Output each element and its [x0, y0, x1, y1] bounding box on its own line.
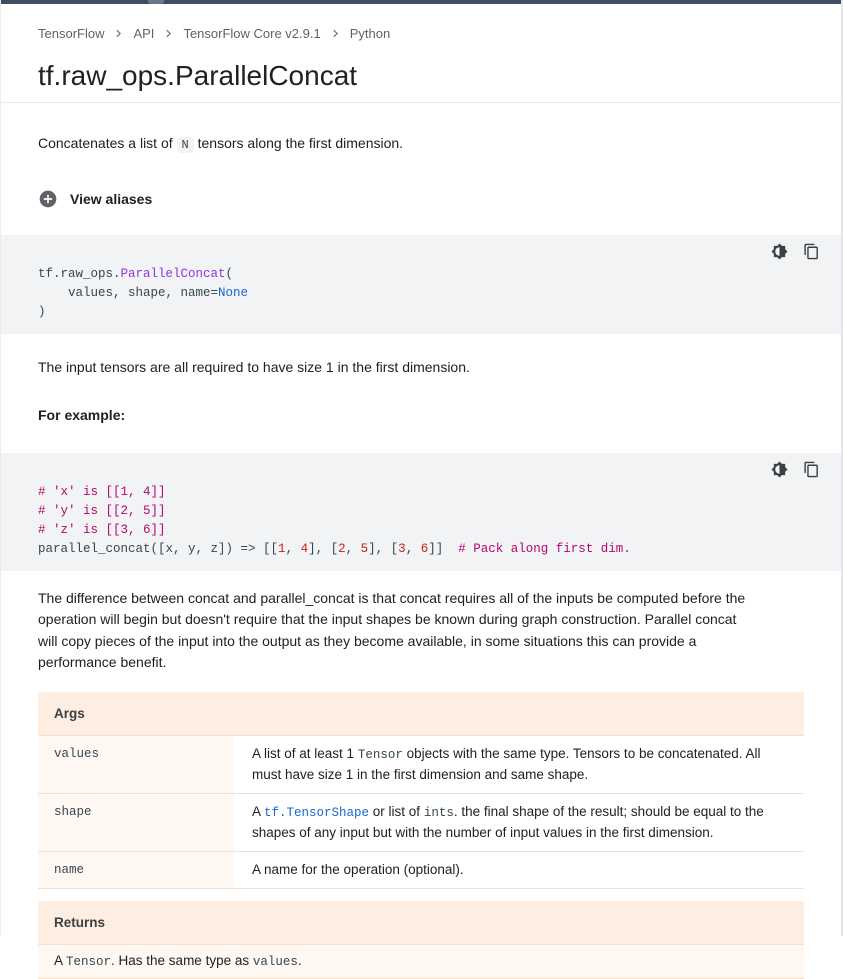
theme-toggle-button[interactable]	[771, 243, 788, 260]
table-row-name	[38, 852, 804, 889]
difference-text: The difference between concat and parallel_concat is that concat requires all of the inputs be computed before the operation will begin but doesn't require that the input shapes be known during graph construction. Parallel concat will copy pieces of the input into the output as they become available, in some situations this can provide a performance benefit.	[38, 589, 746, 670]
returns-table	[38, 901, 804, 979]
table-row-returns	[38, 945, 804, 979]
copy-button[interactable]	[803, 461, 820, 478]
copy-button[interactable]	[803, 243, 820, 260]
tf-tensorshape-link[interactable]: tf.TensorShape	[264, 805, 370, 820]
brightness-toggle-icon	[771, 243, 788, 260]
chevron-right-icon	[328, 26, 343, 41]
brightness-toggle-icon	[771, 461, 788, 478]
view-aliases-label: View aliases	[70, 190, 153, 207]
copy-icon	[803, 243, 820, 260]
breadcrumb	[1, 26, 841, 41]
breadcrumb-link-core-version[interactable]: TensorFlow Core v2.9.1	[183, 26, 321, 41]
top-bar-notch	[148, 0, 164, 4]
code-line: )	[38, 304, 46, 319]
code-line: # 'z' is [[3, 6]]	[38, 522, 166, 537]
arg-name: shape	[38, 794, 234, 851]
input-tensors-text: The input tensors are all required to have size 1 in the first dimension.	[38, 358, 470, 375]
title-divider	[1, 102, 841, 103]
code-line: # 'x' is [[1, 4]]	[38, 484, 166, 499]
example-code	[38, 483, 820, 559]
signature-code	[38, 265, 820, 322]
arg-name: name	[38, 852, 234, 888]
returns-description: A Tensor. Has the same type as values.	[38, 945, 804, 978]
breadcrumb-link-api[interactable]: API	[133, 26, 155, 41]
chevron-right-icon	[111, 26, 126, 41]
code-line: values, shape, name=None	[38, 285, 249, 300]
code-line: tf.raw_ops.ParallelConcat(	[38, 266, 234, 281]
code-line: # 'y' is [[2, 5]]	[38, 503, 166, 518]
code-actions	[38, 243, 820, 260]
chevron-right-icon	[161, 26, 176, 41]
arg-description: A name for the operation (optional).	[234, 852, 804, 888]
top-bar	[1, 0, 841, 4]
signature-code-block	[1, 235, 841, 334]
arg-description: A tf.TensorShape or list of ints. the final shape of the result; should be equal to the shapes of any input but with the number of input values in the first dimension.	[234, 794, 804, 851]
intro-text: Concatenates a list of N tensors along the first dimension.	[38, 135, 404, 152]
code-actions	[38, 461, 820, 478]
theme-toggle-button[interactable]	[771, 461, 788, 478]
args-table	[38, 692, 804, 889]
breadcrumb-link-python[interactable]: Python	[349, 26, 391, 41]
add-circle-icon	[38, 189, 58, 209]
page-title: tf.raw_ops.ParallelConcat	[38, 60, 358, 91]
copy-icon	[803, 461, 820, 478]
example-code-block	[1, 453, 841, 571]
breadcrumb-link-tensorflow[interactable]: TensorFlow	[38, 26, 105, 41]
view-aliases-button[interactable]	[1, 189, 841, 209]
args-table-header: Args	[38, 692, 804, 736]
for-example-label: For example:	[38, 407, 126, 423]
code-line: parallel_concat([x, y, z]) => [[1, 4], [2, 5], [3, 6]] # Pack along first dim.	[38, 541, 631, 556]
table-row-values	[38, 736, 804, 794]
returns-table-header: Returns	[38, 901, 804, 945]
table-row-shape	[38, 794, 804, 852]
arg-name: values	[38, 736, 234, 793]
arg-description: A list of at least 1 Tensor objects with the same type. Tensors to be concatenated. All must have size 1 in the first dimension and same shape.	[234, 736, 804, 793]
